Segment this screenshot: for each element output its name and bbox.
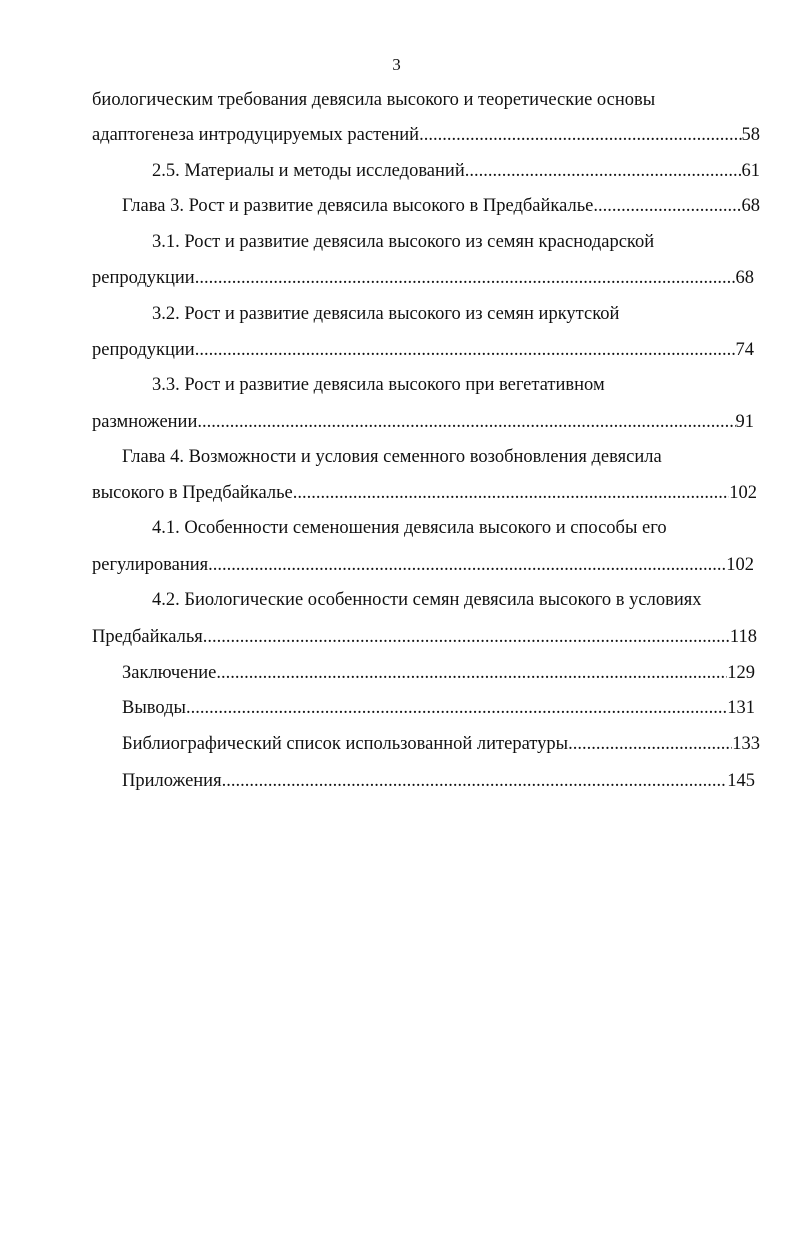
leader-dots	[419, 120, 741, 150]
toc-entry-title: Глава 3. Рост и развитие девясила высокого в Предбайкалье	[122, 196, 594, 216]
toc-page-number: 145	[727, 771, 755, 791]
toc-page-number: 118	[729, 627, 757, 647]
toc-entry-2-5[interactable]	[152, 156, 760, 186]
toc-entry-3-2-line2: репродукции	[92, 340, 195, 360]
toc-entry-3-1-line2: репродукции	[92, 268, 195, 288]
toc-entry-2-4-line2: адаптогенеза интродуцируемых растений	[92, 125, 420, 145]
toc-entry-4-2-line2: Предбайкалья	[92, 627, 203, 647]
leader-dots	[186, 693, 727, 723]
leader-dots	[197, 407, 735, 437]
toc-page-number: 102	[729, 483, 757, 503]
toc-entry-chapter-3[interactable]	[122, 191, 760, 221]
leader-dots	[568, 729, 732, 759]
toc-page-number: 133	[732, 734, 760, 754]
toc-page-number: 129	[727, 663, 755, 683]
toc-entry-title: Библиографический список использованной литературы	[122, 734, 569, 754]
toc-entry-appendices[interactable]	[122, 766, 755, 796]
toc-entry-title: Выводы	[122, 698, 186, 718]
toc-page-number: 68	[741, 196, 760, 216]
toc-page-number: 91	[735, 412, 754, 432]
toc-page-number: 74	[735, 340, 754, 360]
toc-page-number: 61	[741, 161, 760, 181]
leader-dots	[208, 550, 726, 580]
toc-entry-title: Заключение	[122, 663, 217, 683]
leader-dots	[465, 156, 742, 186]
toc-entry-4-1-line1: 4.1. Особенности семеношения девясила высокого и способы его	[152, 518, 667, 538]
page-number: 3	[392, 55, 401, 74]
toc-entry-4-2[interactable]	[92, 622, 757, 652]
leader-dots	[195, 335, 736, 365]
toc-entry-2-4-line1: биологическим требования девясила высокого и теоретические основы	[92, 90, 656, 110]
toc-entry-2-4[interactable]	[92, 120, 760, 150]
toc-entry-title: Приложения	[122, 771, 222, 791]
leader-dots	[216, 658, 727, 688]
toc-entry-chapter-4[interactable]	[92, 478, 757, 508]
toc-entry-bibliography[interactable]	[122, 729, 760, 759]
leader-dots	[593, 191, 741, 221]
toc-entry-chapter-4-line2: высокого в Предбайкалье	[92, 483, 293, 503]
toc-entry-3-2-line1: 3.2. Рост и развитие девясила высокого из семян иркутской	[152, 304, 620, 324]
toc-entry-title: 2.5. Материалы и методы исследований	[152, 161, 465, 181]
toc-entry-findings[interactable]	[122, 693, 755, 723]
leader-dots	[293, 478, 729, 508]
toc-entry-3-3-line1: 3.3. Рост и развитие девясила высокого при вегетативном	[152, 375, 605, 395]
toc-entry-conclusion[interactable]	[122, 658, 755, 688]
leader-dots	[222, 766, 728, 796]
leader-dots	[195, 263, 736, 293]
toc-entry-4-1[interactable]	[92, 550, 754, 580]
toc-entry-3-1-line1: 3.1. Рост и развитие девясила высокого из семян краснодарской	[152, 232, 655, 252]
toc-page-number: 68	[735, 268, 754, 288]
toc-entry-3-2[interactable]	[92, 335, 754, 365]
toc-page-number: 58	[741, 125, 760, 145]
toc-page-number: 102	[726, 555, 754, 575]
toc-entry-chapter-4-line1: Глава 4. Возможности и условия семенного возобновления девясила	[122, 447, 662, 467]
toc-entry-3-3-line2: размножении	[92, 412, 198, 432]
leader-dots	[203, 622, 730, 652]
toc-entry-4-1-line2: регулирования	[92, 555, 209, 575]
toc-page-number: 131	[727, 698, 755, 718]
toc-entry-4-2-line1: 4.2. Биологические особенности семян девясила высокого в условиях	[152, 590, 702, 610]
toc-entry-3-3[interactable]	[92, 407, 754, 437]
toc-entry-3-1[interactable]	[92, 263, 754, 293]
